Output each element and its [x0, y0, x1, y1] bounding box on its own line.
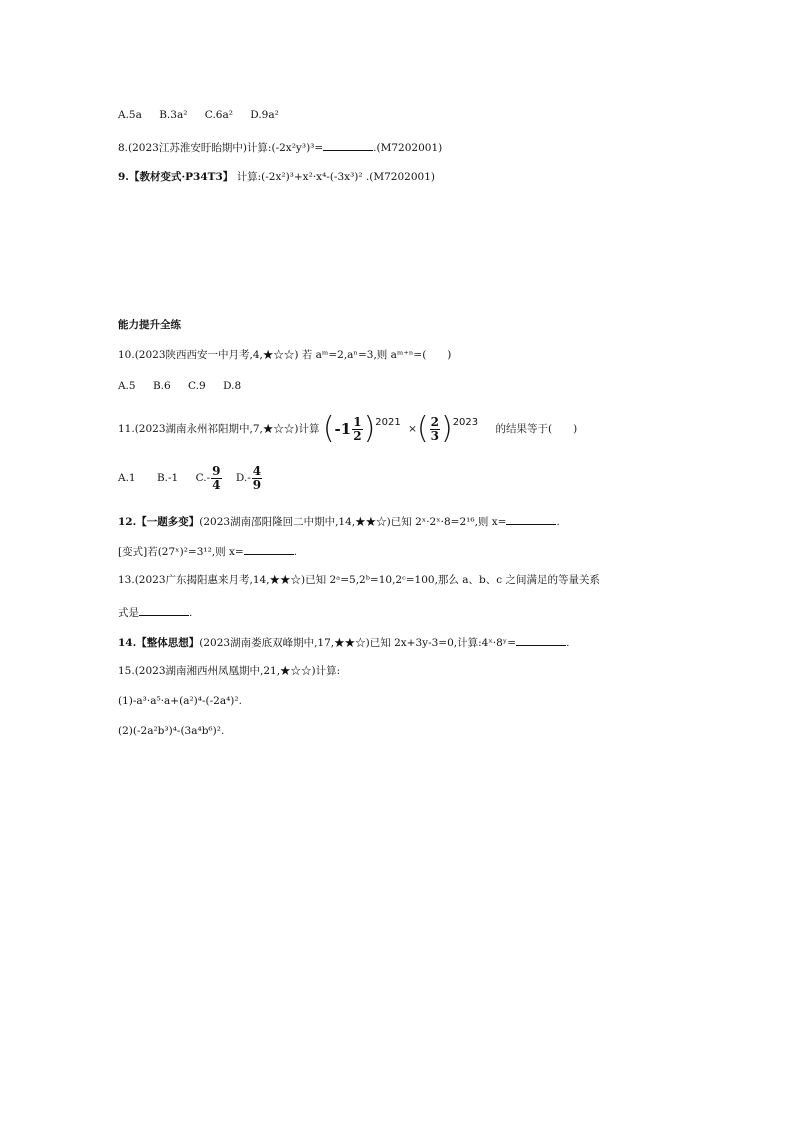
q15-part-1: (1)-a³·a⁵·a+(a²)⁴-(-2a⁴)². [118, 695, 242, 707]
question-13: 13.(2023广东揭阳惠来月考,14,★★☆)已知 2ᵃ=5,2ᵇ=10,2ᶜ=100,那么 a、b、c 之间满足的等量关系 [118, 574, 600, 586]
question-10: 10.(2023陕西西安一中月考,4,★☆☆) 若 aᵐ=2,aⁿ=3,则 aᵐ⁺ⁿ=( ) [118, 349, 452, 361]
q14-tag: 14.【整体思想】 [118, 637, 200, 649]
question-11 [118, 405, 577, 453]
q10-option-d: D.8 [223, 380, 242, 392]
q11-option-d-fraction [252, 465, 262, 492]
q14-end: . [566, 637, 570, 649]
question-13-cont [118, 604, 192, 620]
q11-f2-den: 3 [430, 428, 439, 443]
left-paren-1: ( [322, 411, 335, 446]
q11-option-d [235, 463, 263, 492]
q12v-answer-blank[interactable] [244, 543, 294, 555]
q11-opt-d-num: 4 [252, 463, 262, 478]
q15-part-2: (2)(-2a²b³)⁴-(3a⁴b⁶)². [118, 725, 225, 737]
q11-fraction-1 [352, 416, 362, 443]
q11-prefix: 11.(2023湖南永州祁阳期中,7,★☆☆)计算 [118, 423, 320, 435]
q11-exp-2: 2023 [452, 417, 479, 428]
q7-option-d: D.9a² [250, 109, 279, 121]
q14-answer-blank[interactable] [516, 634, 566, 646]
q11-times: × [408, 423, 417, 435]
q12v-text: [变式]若(27ˣ)²=3¹²,则 x= [118, 546, 244, 558]
q11-opt-c-den: 4 [212, 477, 221, 492]
q13-answer-blank[interactable] [139, 604, 189, 616]
right-paren-2: ) [440, 411, 453, 446]
q11-exp-1: 2021 [375, 417, 401, 428]
q11-f1-num: 1 [353, 414, 362, 429]
q12-tag: 12.【一题多变】 [118, 516, 200, 528]
q12v-end: . [293, 546, 298, 558]
q9-text: 计算:(-2x²)³+x²·x⁴-(-3x³)² .(M7202001) [233, 171, 435, 183]
q10-option-b: B.6 [152, 380, 171, 392]
q11-suffix: 的结果等于( ) [495, 423, 578, 435]
q11-option-c-fraction [211, 465, 221, 492]
q11-option-c-prefix: C.- [195, 472, 211, 484]
q11-option-b: B.-1 [156, 472, 179, 484]
section-title: 能力提升全练 [118, 319, 181, 331]
question-14 [118, 634, 569, 650]
q10-option-a: A.5 [118, 380, 136, 392]
q7-option-c: C.6a² [204, 109, 233, 121]
q11-options [118, 458, 263, 498]
q10-options [118, 379, 255, 393]
q8-answer-blank[interactable] [323, 139, 373, 151]
q14-text: (2023湖南娄底双峰期中,17,★★☆)已知 2x+3y-3=0,计算:4ˣ·8ʸ= [199, 637, 517, 649]
q11-option-d-prefix: D.- [235, 472, 251, 484]
q11-opt-d-den: 9 [252, 477, 262, 492]
q13-end: . [189, 607, 193, 619]
question-15: 15.(2023湖南湘西州凤凰期中,21,★☆☆)计算: [118, 665, 341, 677]
q12-text: (2023湖南邵阳隆回二中期中,14,★★☆)已知 2ˣ·2ˣ·8=2¹⁶,则 x= [199, 516, 507, 528]
q10-option-c: C.9 [188, 380, 206, 392]
q7-option-a: A.5a [118, 109, 142, 121]
q11-opt-c-num: 9 [212, 463, 221, 478]
q11-f2-num: 2 [430, 414, 439, 429]
q9-tag: 9.【教材变式·P34T3】 [118, 171, 234, 183]
question-12-variant [118, 543, 297, 559]
right-paren-1: ) [363, 411, 376, 446]
question-9 [118, 170, 435, 184]
q11-f1-den: 2 [353, 428, 362, 443]
q13-text2: 式是 [118, 607, 139, 619]
q11-option-a: A.1 [118, 472, 136, 484]
q11-whole: -1 [334, 420, 352, 438]
q7-options [118, 108, 293, 122]
left-paren-2: ( [416, 411, 429, 446]
question-12 [118, 513, 560, 529]
q11-option-c [195, 463, 223, 492]
q11-fraction-2 [430, 416, 440, 443]
q12-answer-blank[interactable] [506, 513, 556, 525]
q12-end: . [556, 516, 560, 528]
q8-text: 8.(2023江苏淮安盱眙期中)计算:(-2x²y³)³= [118, 142, 324, 154]
question-8 [118, 139, 442, 155]
q7-option-b: B.3a² [159, 109, 188, 121]
q8-suffix: .(M7202001) [373, 142, 443, 154]
